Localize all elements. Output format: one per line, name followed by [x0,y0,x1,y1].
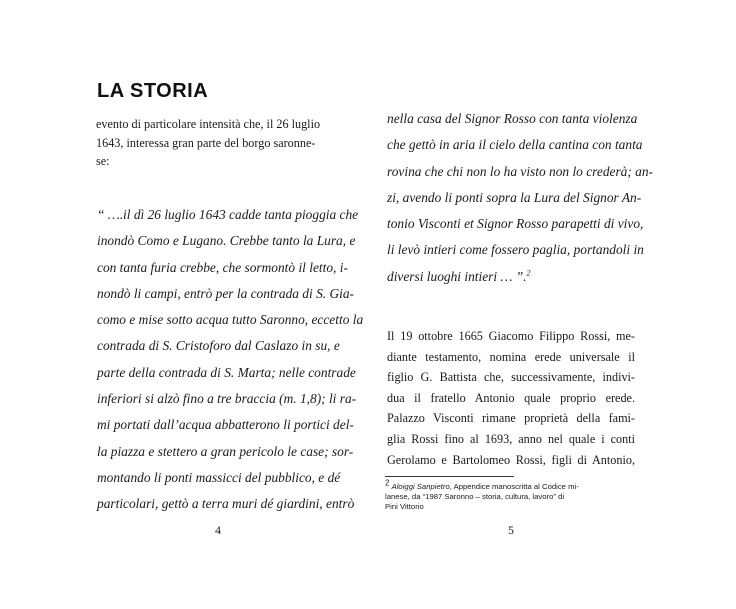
quote-line: mi portati dall’acqua abbatterono li portici del- [97,417,354,433]
quote-line: nella casa del Signor Rosso con tanta violenza [387,111,638,126]
text-line: Il 19 ottobre 1665 Giacomo Filippo Rossi, me- [387,329,635,343]
quote-line: contrada di S. Cristoforo dal Caslazo in su, e [97,338,340,354]
footnote-divider [385,476,514,477]
footnote-line [385,478,645,492]
footnote-author: Aloiggi Sanpietro [391,482,450,491]
quote-line: particolari, gettò a terra muri dé giardini, entrò [97,496,355,512]
footnote-text: , Appendice manoscritta al Codice mi- [449,482,579,491]
text-line: se: [96,154,110,168]
text-line: diante testamento, nomina erede universale il [387,349,635,364]
historical-quote [97,202,363,518]
intro-paragraph [96,115,345,171]
quote-line: inondò Como e Lugano. Crebbe tanto la Lura, e [97,233,356,249]
quote-line: “ ….il dì 26 luglio 1643 cadde tanta pioggia che [97,207,359,222]
footnote-line: Pini Vittorio [385,502,424,511]
section-title: LA STORIA [97,80,209,102]
footnote-line: lanese, da “1987 Saronno – storia, cultura, lavoro” di [385,492,565,501]
quote-line: rovina che chi non lo ha visto non lo crederà; an- [387,163,654,179]
text-line: Palazzo Visconti rimane proprietà della fami- [387,411,635,426]
text-line: 1643, interessa gran parte del borgo saronne- [96,135,316,150]
body-paragraph [387,326,635,470]
quote-closing: diversi luoghi intieri … ”. [387,268,527,284]
footnote-ref: 2 [526,268,531,278]
text-line: evento di particolare intensità che, il 26 luglio [96,117,321,131]
quote-line: che gettò in aria il cielo della cantina con tanta [387,137,643,153]
quote-line: inferiori si alzò fino a tre braccia (m. 1,8); li ra- [97,391,357,407]
quote-line: nondò li campi, entrò per la contrada di S. Gia- [97,285,355,301]
page-number: 4 [215,523,221,537]
quote-line: con tanta furia crebbe, che sormontò il letto, i- [97,259,348,275]
quote-line: como e mise sotto acqua tutto Saronno, eccetto la [97,312,364,328]
footnote [385,478,645,512]
footnote-number: 2 [385,478,390,488]
text-line: glia Rossi fino al 1693, anno nel quale i conti [387,431,635,446]
quote-line [387,264,653,290]
right-page [368,0,736,609]
historical-quote-continued [387,106,653,290]
quote-line: tonio Visconti et Signor Rosso parapetti di vivo, [387,216,644,232]
page-number: 5 [508,523,514,537]
quote-line: la piazza e stettero a gran pericolo le case; sor- [97,443,354,459]
quote-line: montando li ponti massicci del pubblico, e dé [97,469,341,485]
text-line: figlio G. Battista che, successivamente, indivi- [387,370,635,385]
quote-line: li levò intieri come fossero paglia, portandoli in [387,242,644,258]
quote-line: parte della contrada di S. Marta; nelle contrade [97,364,356,380]
quote-line: zi, avendo li ponti sopra la Lura del Signor An- [387,189,642,205]
text-line: dua il fratello Antonio quale proprio erede. [387,390,635,405]
text-line: Gerolamo e Bartolomeo Rossi, figli di Antonio, [387,452,635,467]
